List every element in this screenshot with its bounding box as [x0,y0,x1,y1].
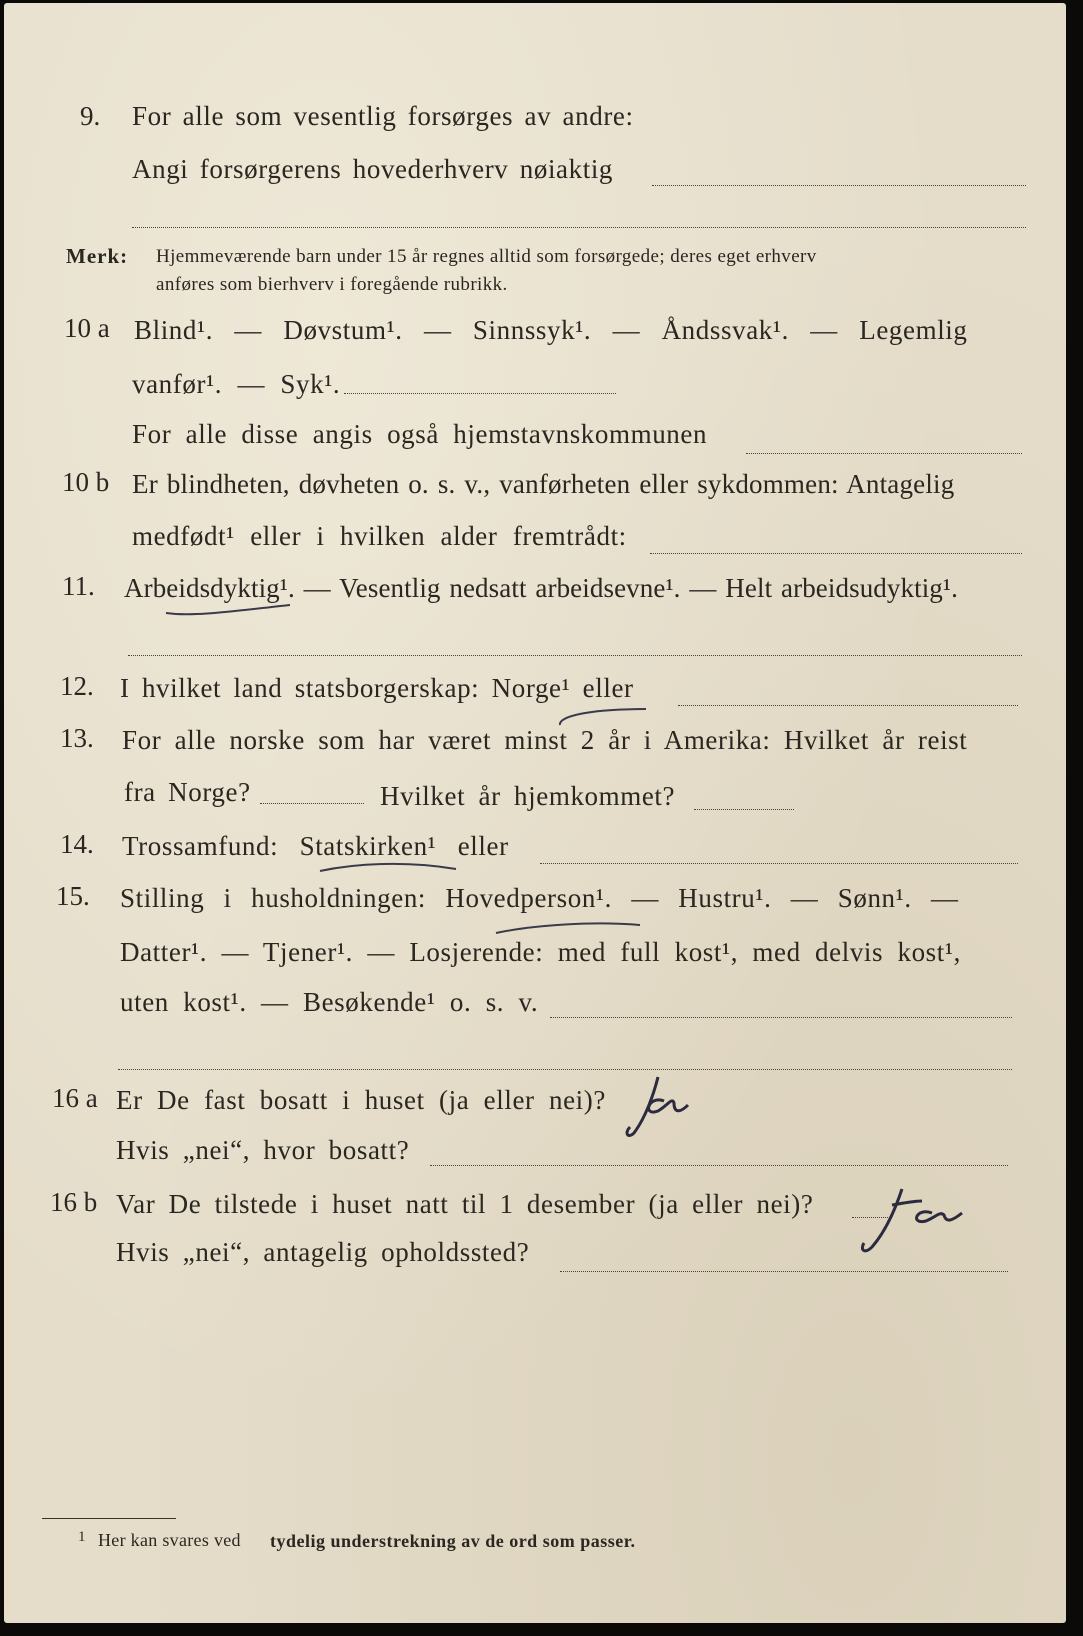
q10a-text-line1: Blind¹. — Døvstum¹. — Sinnssyk¹. — Åndssvak¹. — Legemlig [134,315,968,345]
q11-number: 11. [62,571,95,601]
q11-answer-line[interactable] [128,655,1022,656]
q10a-text-line2: vanfør¹. — Syk¹. [132,369,341,399]
footnote-text-bold: tydelig understrekning av de ord som passer. [270,1531,636,1551]
q10a-answer-line[interactable] [344,393,616,394]
q15-text-line2: Datter¹. — Tjener¹. — Losjerende: med full kost¹, med delvis kost¹, [120,937,961,967]
q11-text-line1: Arbeidsdyktig¹. — Vesentlig nedsatt arbeidsevne¹. — Helt arbeidsudyktig¹. [124,573,958,603]
merk-text-line2: anføres som bierhverv i foregående rubrikk. [156,274,508,295]
q15-answer-line[interactable] [550,1017,1012,1018]
underline-hovedperson [494,919,644,939]
q15-answer-line-2[interactable] [118,1069,1012,1070]
footnote-separator [42,1518,176,1519]
underline-statskirken [318,861,458,875]
q9-number: 9. [80,101,101,131]
q16a-number: 16 a [52,1083,98,1113]
merk-label: Merk: [66,244,129,268]
q9-text-line2: Angi forsørgerens hovederhverv nøiaktig [132,154,614,184]
q12-answer-line[interactable] [678,705,1018,706]
q13-text-line2a: fra Norge? [124,777,251,807]
q16a-answer-line[interactable] [430,1165,1008,1166]
q9-text-line1: For alle som vesentlig forsørges av andre: [132,101,634,131]
q10b-number: 10 b [62,467,110,497]
census-form-page [4,3,1066,1623]
q14-text-line1: Trossamfund: Statskirken¹ eller [122,831,509,861]
q10a-number: 10 a [64,313,110,343]
underline-arbeidsdyktig [164,601,294,619]
q13-number: 13. [60,723,94,753]
q10a-hjemstavn-line[interactable] [746,453,1022,454]
q16b-answer-line-2[interactable] [560,1271,1008,1272]
q10b-text-line1: Er blindheten, døvheten o. s. v., vanførheten eller sykdommen: Antagelig [132,469,955,499]
q16b-text-line1: Var De tilstede i huset natt til 1 desember (ja eller nei)? [116,1189,814,1219]
q10a-text-line3: For alle disse angis også hjemstavnskommunen [132,419,708,449]
q16a-text-line1: Er De fast bosatt i huset (ja eller nei)? [116,1085,606,1115]
q16b-text-line2: Hvis „nei“, antagelig opholdssted? [116,1237,530,1267]
q16a-handwritten-answer [624,1073,734,1143]
q16b-number: 16 b [50,1187,98,1217]
q13-reist-line[interactable] [260,803,364,804]
footnote-text-plain: Her kan svares ved [98,1530,241,1550]
q16a-text-line2: Hvis „nei“, hvor bosatt? [116,1135,410,1165]
merk-text-line1: Hjemmeværende barn under 15 år regnes alltid som forsørgede; deres eget erhverv [156,246,817,267]
q16b-handwritten-answer [852,1183,972,1263]
q10b-answer-line[interactable] [650,553,1022,554]
q13-hjemkommet-line[interactable] [694,809,794,810]
q15-number: 15. [56,881,90,911]
q13-text-line2b: Hvilket år hjemkommet? [380,781,676,811]
q9-answer-line-2[interactable] [132,227,1026,228]
q15-text-line3: uten kost¹. — Besøkende¹ o. s. v. [120,987,539,1017]
q12-number: 12. [60,671,94,701]
q14-answer-line[interactable] [540,863,1018,864]
q10b-text-line2: medfødt¹ eller i hvilken alder fremtrådt: [132,521,627,551]
q12-text-line1: I hvilket land statsborgerskap: Norge¹ eller [120,673,634,703]
q15-text-line1: Stilling i husholdningen: Hovedperson¹. — Hustru¹. — Sønn¹. — [120,883,959,913]
footnote-mark: 1 [78,1529,87,1545]
q13-text-line1: For alle norske som har været minst 2 år i Amerika: Hvilket år reist [122,725,968,755]
q9-answer-line[interactable] [652,185,1026,186]
q14-number: 14. [60,829,94,859]
